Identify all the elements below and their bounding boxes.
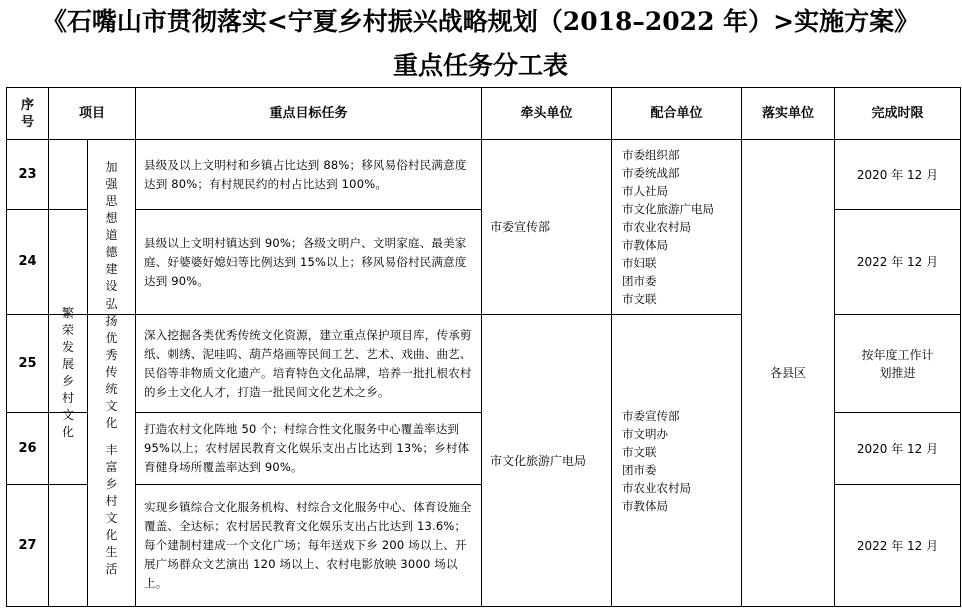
header-project: 项目 — [78, 105, 105, 121]
project-category: 繁 荣 发 展 乡 村 文 化 — [61, 306, 74, 439]
task-table — [6, 87, 962, 607]
task-description: 实现乡镇综合文化服务机构、村综合文化服务中心、体育设施全覆盖、全达标；农村居民教育文化娱乐支出占比达到 13.6%；每个建制村建成一个文化广场；每年送戏下乡 200 场以上、开展广场群众文艺演出 120 场以上、农村电影放映 3000 场以上。 — [144, 500, 472, 590]
deadline: 2022 年 12 月 — [856, 255, 939, 269]
header-seq: 序 号 — [20, 97, 34, 130]
task-description: 打造农村文化阵地 50 个；村综合性文化服务中心覆盖率达到 95%以上；农村居民教育文化娱乐支出占比达到 13%；乡村体育健身场所覆盖率达到 90%。 — [144, 422, 470, 474]
task-description: 县级以上文明村镇达到 90%；各级文明户、文明家庭、最美家庭、好婆婆好媳妇等比例达到 15%以上；移风易俗村民满意度达到 90%。 — [144, 235, 467, 288]
project-subitem: 丰 富 乡 村 文 化 生 活 — [105, 442, 118, 576]
row-number: 23 — [18, 166, 37, 182]
task-description: 深入挖掘各类优秀传统文化资源，建立重点保护项目库，传承剪纸、刺绣、泥哇呜、葫芦烙画等民间工艺、艺术、戏曲、曲艺、民俗等非物质文化遗产。培育特色文化品牌，培养一批扎根农村的乡土文化人才，打造一批民间文化艺术之乡。 — [144, 327, 472, 399]
row-number: 26 — [18, 440, 37, 456]
lead-unit: 市文化旅游广电局 — [490, 453, 587, 468]
coop-unit-list: 市委组织部 市委统战部 市人社局 市文化旅游广电局 市农业农村局 市教体局 市妇联 团市委 市文联 — [622, 148, 714, 306]
header-task: 重点目标任务 — [269, 105, 348, 121]
deadline: 2020 年 12 月 — [856, 441, 939, 456]
header-coop-unit: 配合单位 — [650, 105, 703, 121]
deadline: 2020 年 12 月 — [856, 167, 939, 182]
deadline: 2022 年 12 月 — [856, 538, 939, 553]
row-number: 24 — [18, 254, 37, 269]
coop-unit-list: 市委宣传部 市文明办 市文联 团市委 市农业农村局 市教体局 — [622, 408, 691, 513]
row-number: 27 — [18, 537, 37, 553]
deadline: 按年度工作计划推进 — [861, 347, 934, 380]
task-description: 县级及以上文明村和乡镇占比达到 88%；移风易俗村民满意度达到 80%；有村规民约的村占比达到 100%。 — [144, 157, 467, 191]
document-title: 《石嘴山市贯彻落实<宁夏乡村振兴战略规划（2018–2022 年）>实施方案》 — [41, 7, 920, 36]
implementing-unit: 各县区 — [769, 366, 806, 380]
lead-unit: 市委宣传部 — [490, 220, 551, 234]
header-lead-unit: 牵头单位 — [520, 105, 573, 121]
header-deadline: 完成时限 — [871, 105, 924, 121]
project-subitem: 加 强 思 想 道 德 建 设 — [105, 160, 118, 293]
header-impl-unit: 落实单位 — [761, 105, 814, 121]
document-subtitle: 重点任务分工表 — [392, 51, 568, 80]
project-subitem: 弘 扬 优 秀 传 统 文 化 — [105, 296, 118, 430]
row-number: 25 — [18, 355, 37, 371]
